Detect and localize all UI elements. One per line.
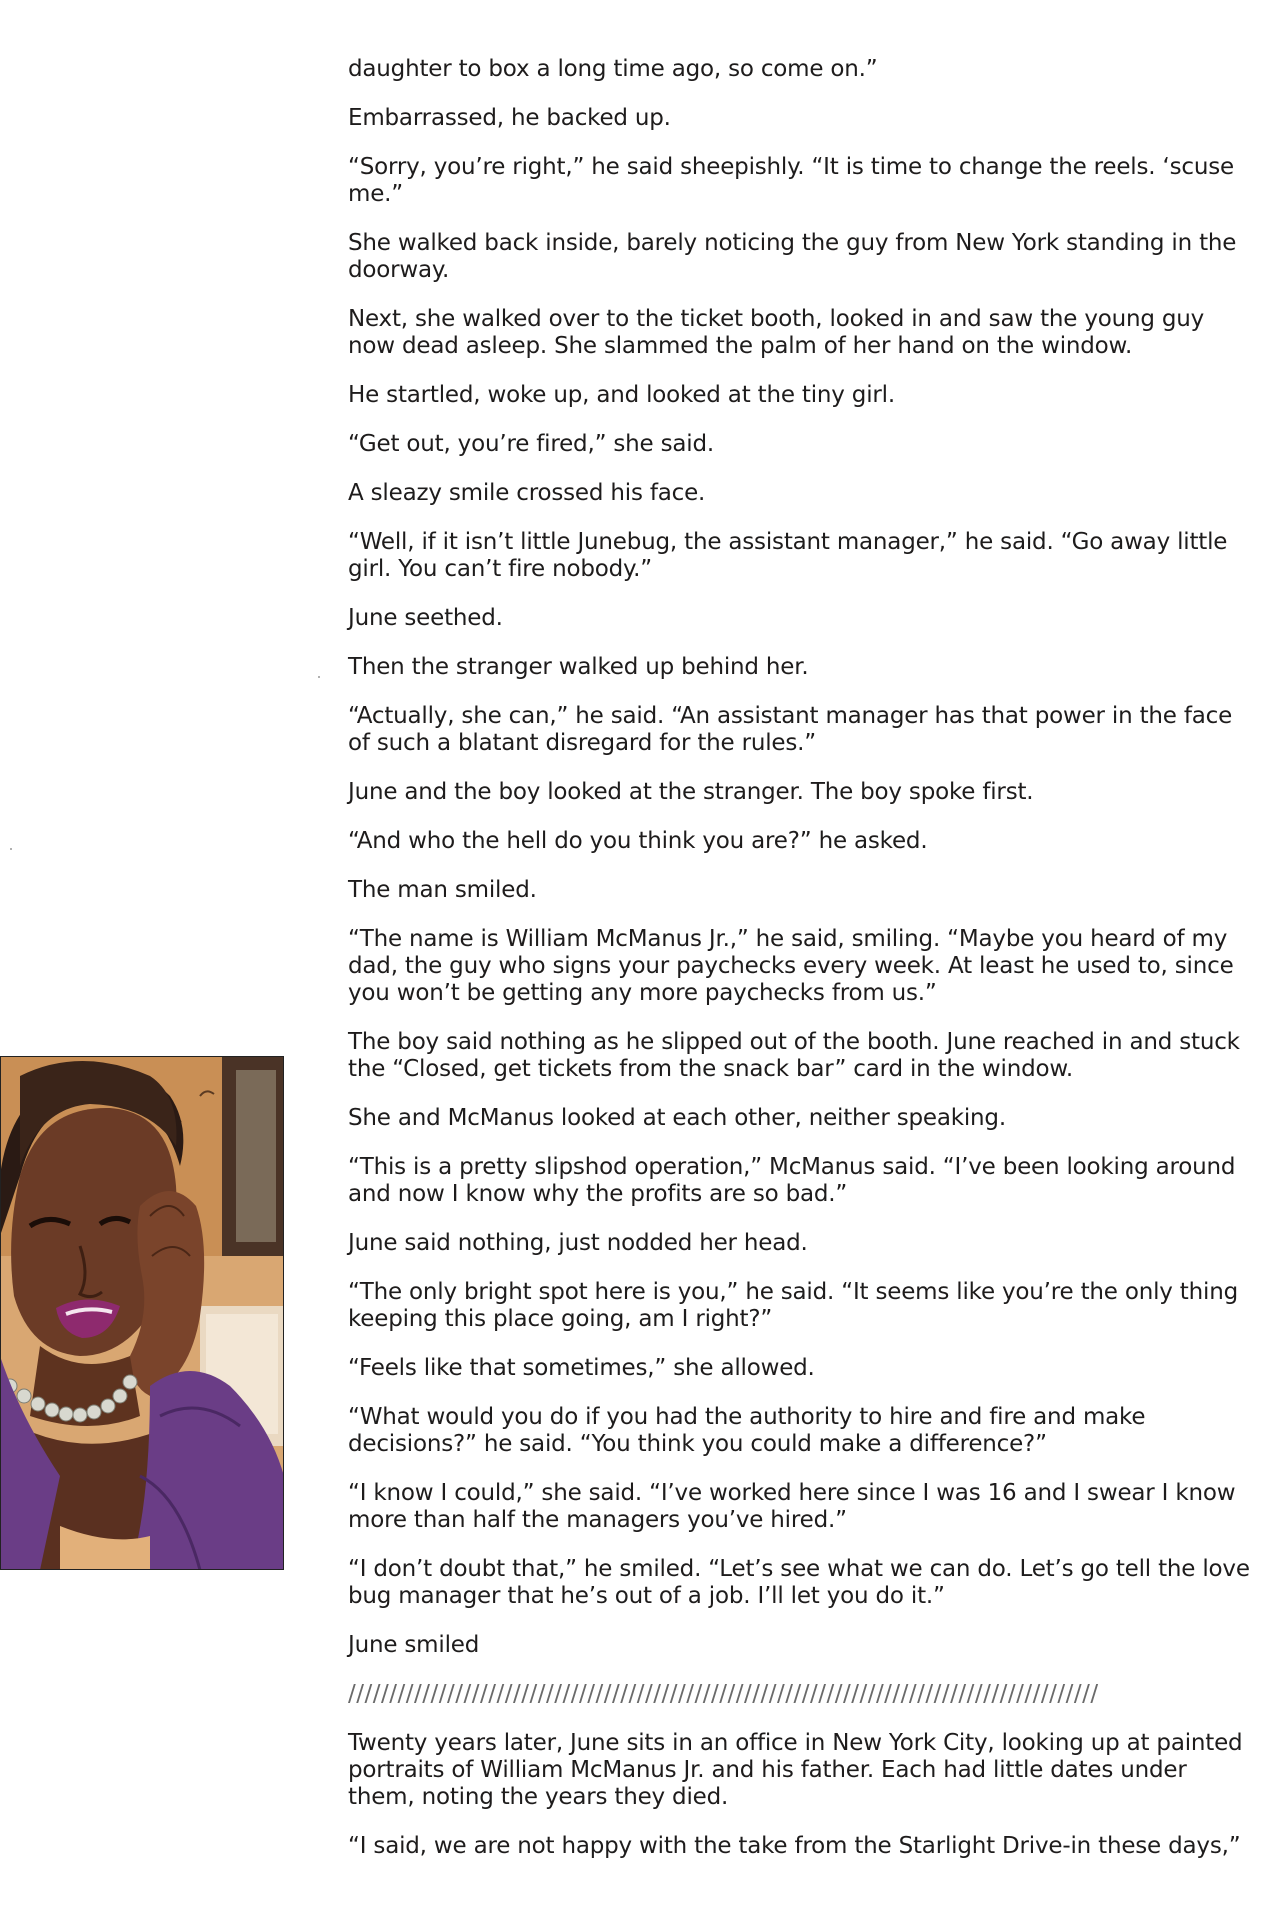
paragraph: “Sorry, you’re right,” he said sheepishly. “It is time to change the reels. ‘scuse me.”: [348, 154, 1234, 207]
paragraph: Embarrassed, he backed up.: [348, 105, 671, 131]
paragraph: “Get out, you’re fired,” she said.: [348, 431, 714, 457]
paragraph: He startled, woke up, and looked at the tiny girl.: [348, 382, 895, 408]
paragraph: “I don’t doubt that,” he smiled. “Let’s see what we can do. Let’s go tell the love bug manager that he’s out of a job. I’ll let you do it.”: [348, 1556, 1250, 1609]
paragraph: “What would you do if you had the authority to hire and fire and make decisions?” he said. “You think you could make a difference?”: [348, 1404, 1146, 1457]
paragraph: Next, she walked over to the ticket booth, looked in and saw the young guy now dead asleep. She slammed the palm of her hand on the window.: [348, 306, 1205, 359]
paragraph: Then the stranger walked up behind her.: [348, 654, 809, 680]
paper-speck: [10, 848, 12, 850]
paragraph: “The only bright spot here is you,” he said. “It seems like you’re the only thing keeping this place going, am I right?”: [348, 1279, 1238, 1332]
paragraph: “Actually, she can,” he said. “An assistant manager has that power in the face of such a blatant disregard for the rules.”: [348, 703, 1233, 756]
paragraph: “I know I could,” she said. “I’ve worked here since I was 16 and I swear I know more than half the managers you’ve hired.”: [348, 1480, 1236, 1533]
paper-speck: [318, 676, 320, 678]
paragraph: She walked back inside, barely noticing the guy from New York standing in the doorway.: [348, 230, 1237, 283]
paragraph: “I said, we are not happy with the take from the Starlight Drive-in these days,”: [348, 1833, 1241, 1859]
character-illustration: [0, 1056, 284, 1570]
story-text: [348, 56, 1258, 1882]
paragraph: The boy said nothing as he slipped out of the booth. June reached in and stuck the “Closed, get tickets from the snack bar” card in the window.: [348, 1029, 1240, 1082]
paragraph: daughter to box a long time ago, so come on.”: [348, 56, 878, 82]
paragraph: “Feels like that sometimes,” she allowed.: [348, 1355, 815, 1381]
paragraph: Twenty years later, June sits in an office in New York City, looking up at painted portraits of William McManus Jr. and his father. Each had little dates under them, noting the years they died.: [348, 1730, 1243, 1810]
paragraph: “And who the hell do you think you are?” he asked.: [348, 828, 928, 854]
paragraph: “The name is William McManus Jr.,” he said, smiling. “Maybe you heard of my dad, the guy who signs your paychecks every week. At least he used to, since you won’t be getting any more paychecks from us.”: [348, 926, 1234, 1006]
paragraph: She and McManus looked at each other, neither speaking.: [348, 1105, 1006, 1131]
paragraph: The man smiled.: [348, 877, 537, 903]
section-divider: ///////////////////////////////////////////////////////////////////////////////////////////: [348, 1681, 1099, 1707]
paragraph: June smiled: [348, 1632, 480, 1658]
paragraph: June said nothing, just nodded her head.: [348, 1230, 808, 1256]
paragraph: June and the boy looked at the stranger. The boy spoke first.: [348, 779, 1034, 805]
paragraph: “Well, if it isn’t little Junebug, the assistant manager,” he said. “Go away little girl. You can’t fire nobody.”: [348, 529, 1228, 582]
paragraph: A sleazy smile crossed his face.: [348, 480, 706, 506]
paragraph: “This is a pretty slipshod operation,” McManus said. “I’ve been looking around and now I know why the profits are so bad.”: [348, 1154, 1236, 1207]
paragraph: June seethed.: [348, 605, 503, 631]
